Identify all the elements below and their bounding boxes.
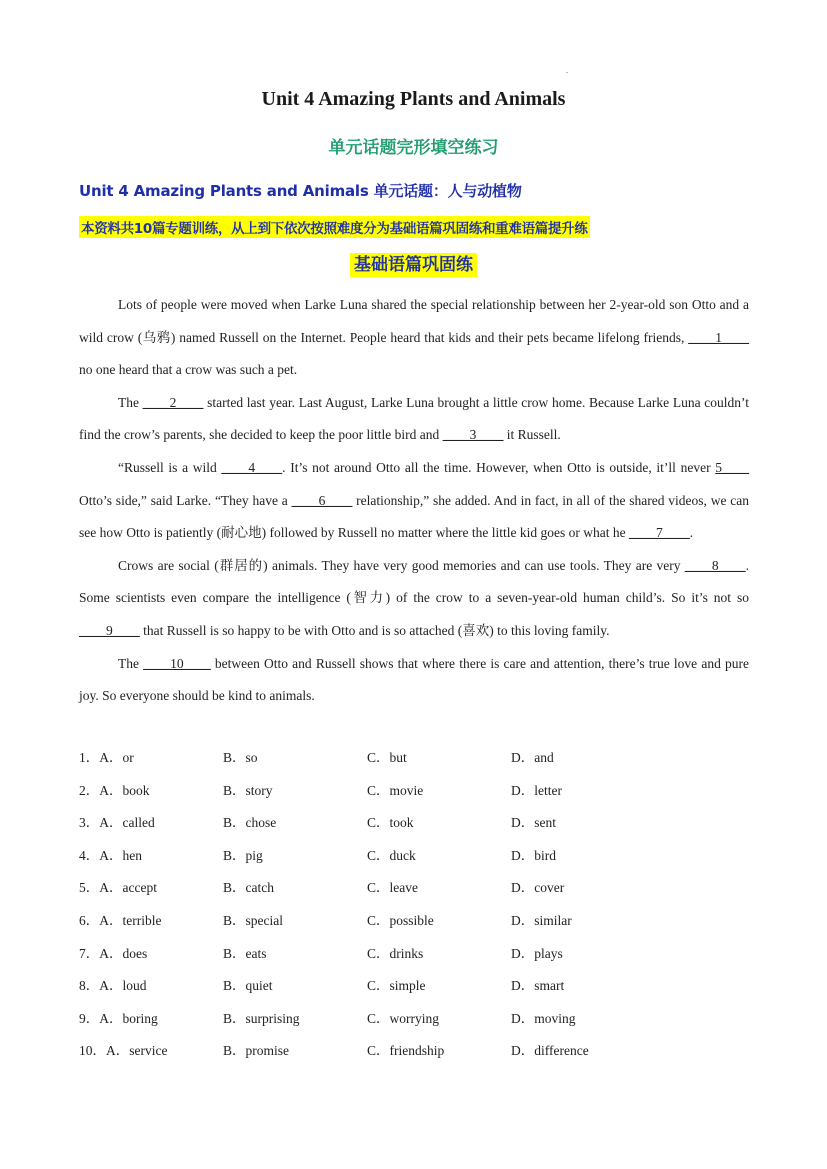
blank-7: ____7____: [629, 525, 690, 541]
option-d: D．and: [511, 750, 554, 765]
option-a: 5．A．accept: [79, 880, 157, 896]
option-a: 4．A．hen: [79, 847, 142, 863]
blank-3: ____3____: [442, 427, 504, 443]
option-d: D．bird: [511, 847, 556, 863]
option-c: C．possible: [367, 912, 434, 928]
option-b: B．chose: [223, 815, 277, 831]
question-row: [79, 872, 749, 905]
question-row: [79, 905, 749, 938]
option-a: 8．A．loud: [79, 978, 147, 994]
option-d: D．smart: [511, 978, 565, 994]
option-c: C．took: [367, 815, 414, 831]
cloze-passage: [79, 289, 749, 713]
blank-4: ____4____: [221, 459, 283, 475]
question-row: [79, 807, 749, 840]
question-row: [79, 970, 749, 1003]
page-subtitle: 单元话题完形填空练习: [328, 138, 499, 158]
option-b: B．eats: [223, 945, 267, 961]
option-c: C．leave: [367, 880, 418, 896]
page-title: Unit 4 Amazing Plants and Animals: [261, 88, 566, 110]
text: The: [118, 655, 144, 671]
option-b: B．promise: [223, 1043, 289, 1059]
text: . It’s not around Otto all the time. However, when Otto is outside, it’ll never: [282, 459, 716, 475]
blank-6: ____6____: [291, 492, 353, 508]
blank-10: ____10____: [143, 655, 211, 671]
text: it Russell.: [503, 427, 561, 443]
option-d: D．sent: [511, 815, 556, 831]
question-row: [79, 742, 749, 775]
option-a: 9．A．boring: [79, 1010, 158, 1026]
option-d: D．moving: [511, 1010, 576, 1026]
option-a: 6．A．terrible: [79, 912, 162, 928]
text: .: [689, 525, 694, 541]
paragraph-5: [79, 648, 749, 713]
option-b: B．quiet: [223, 978, 273, 994]
option-b: B．catch: [223, 880, 274, 896]
option-d: D．difference: [511, 1043, 589, 1059]
notice-banner: 本资料共10篇专题训练，从上到下依次按照难度分为基础语篇巩固练和重难语篇提升练: [79, 216, 590, 238]
text: Otto’s side,” said Larke. “They have a: [79, 492, 292, 508]
question-row: [79, 1035, 749, 1068]
option-c: C．duck: [367, 847, 416, 863]
blank-5: 5____: [715, 459, 749, 475]
section-title: 基础语篇巩固练: [350, 253, 477, 277]
option-d: D．cover: [511, 880, 565, 896]
paragraph-3: [79, 452, 749, 550]
question-row: [79, 938, 749, 971]
paragraph-4: [79, 550, 749, 648]
text: started last year. Last August, Larke Luna brought a little crow home. Because Larke Luna couldn’t find the crow’s parents, she decided to keep the poor little bird and: [79, 394, 749, 443]
option-b: B．pig: [223, 847, 263, 863]
option-b: B．so: [223, 750, 258, 765]
text: Crows are social (群居的) animals. They have very good memories and can use tools. They are very: [118, 557, 685, 573]
blank-8: ____8____: [684, 557, 746, 573]
option-a: 10．A．service: [79, 1043, 168, 1059]
option-b: B．story: [223, 782, 273, 798]
question-row: [79, 840, 749, 873]
blank-1: ____1____: [688, 329, 749, 345]
option-b: B．special: [223, 912, 283, 928]
blank-2: ____2____: [142, 394, 204, 410]
text: The: [118, 394, 143, 410]
paragraph-2: [79, 387, 749, 452]
option-d: D．similar: [511, 912, 572, 928]
option-c: C．but: [367, 750, 407, 765]
option-d: D．plays: [511, 945, 563, 961]
text: Lots of people were moved when Larke Luna shared the special relationship between her 2-year-old son Otto and a wild crow (乌鸦) named Russell on the Internet. People heard that kids and their pets became lifelong friends,: [79, 297, 749, 345]
question-row: [79, 1003, 749, 1036]
text: between Otto and Russell shows that where there is care and attention, there’s true love and pure joy. So everyone should be kind to animals.: [79, 655, 749, 704]
answer-options: [79, 742, 749, 1068]
option-c: C．friendship: [367, 1043, 445, 1059]
paragraph-1: [79, 289, 749, 387]
option-a: 1．A．or: [79, 750, 134, 765]
header-dot: .: [566, 66, 568, 75]
option-a: 3．A．called: [79, 815, 155, 831]
text: relationship,” she added. And in fact, in all of the shared videos, we can see how Otto is patiently (耐心地) followed by Russell no matter where the little kid goes or what he: [79, 492, 749, 541]
option-d: D．letter: [511, 782, 562, 798]
text: that Russell is so happy to be with Otto and is so attached (喜欢) to this loving family.: [139, 622, 610, 638]
option-c: C．drinks: [367, 945, 424, 961]
option-c: C．movie: [367, 782, 424, 798]
option-a: 2．A．book: [79, 782, 150, 798]
text: no one heard that a crow was such a pet.: [79, 362, 298, 378]
text: “Russell is a wild: [118, 459, 222, 475]
option-c: C．simple: [367, 978, 426, 994]
section-heading: [0, 250, 827, 275]
option-a: 7．A．does: [79, 945, 148, 961]
blank-9: ____9____: [79, 622, 140, 638]
option-c: C．worrying: [367, 1010, 439, 1026]
unit-topic-line: Unit 4 Amazing Plants and Animals 单元话题：人与动植物: [79, 182, 522, 200]
text: . Some scientists even compare the intelligence (智力) of the crow to a seven-year-old human child’s. So it’s not so: [79, 557, 749, 606]
question-row: [79, 775, 749, 808]
option-b: B．surprising: [223, 1010, 300, 1026]
